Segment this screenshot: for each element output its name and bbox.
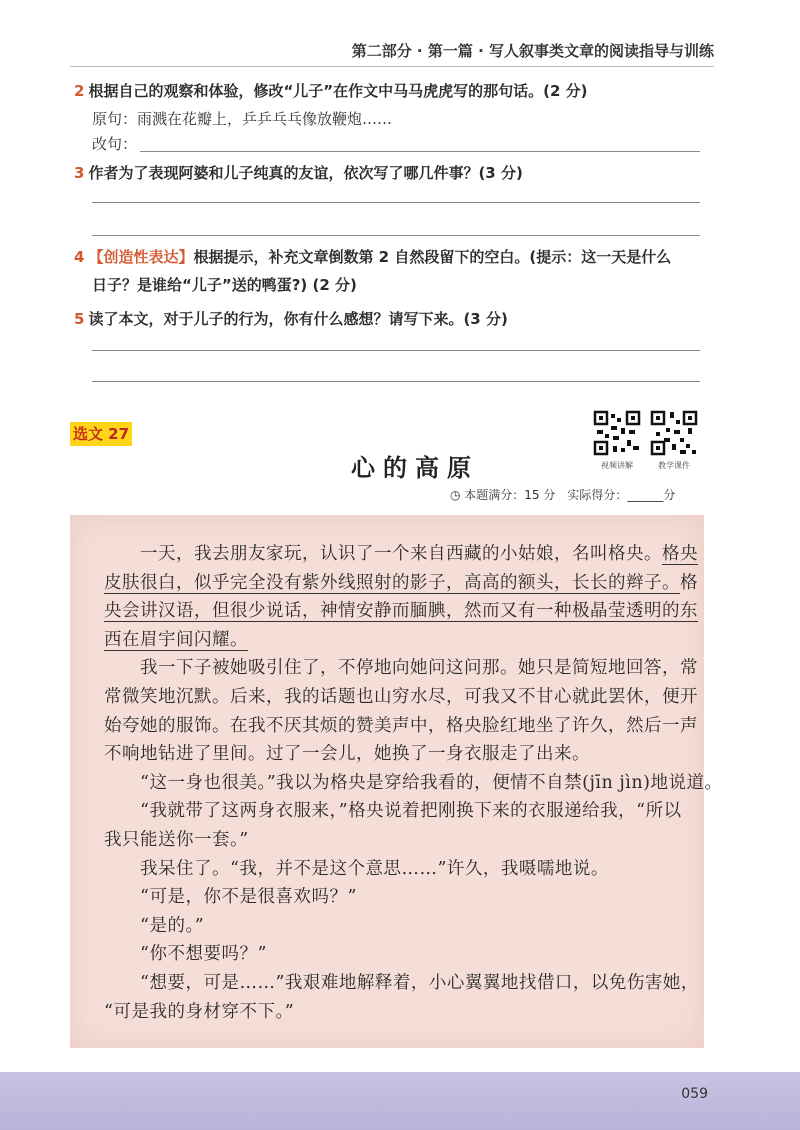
- passage-line-text: “我就带了这两身衣服来，”格央说着把刚换下来的衣服递给我，“所以: [140, 801, 682, 822]
- passage-line: [104, 998, 294, 1023]
- question-4: [74, 246, 700, 268]
- q5-answer-line-1[interactable]: [92, 350, 700, 351]
- qr-caption-video: 视频讲解: [601, 461, 633, 470]
- passage-line-tail: 格: [680, 572, 698, 593]
- underlined-text: 央会讲汉语，但很少说话，神情安静而腼腆，然而又有一种极晶莹透明的东: [104, 601, 698, 622]
- header-divider: [70, 66, 714, 67]
- passage-line-text: “可是，你不是很喜欢吗？”: [140, 887, 357, 908]
- passage-line-text: 我呆住了。“我，并不是这个意思……”许久，我嗫嚅地说。: [140, 858, 609, 879]
- score-info: ◷ 本题满分：15 分 实际得分：______分: [450, 488, 676, 502]
- passage-line: [104, 597, 698, 622]
- passage-line: [140, 883, 357, 908]
- passage-line: [104, 626, 248, 651]
- passage-line-text: 我只能送你一套。”: [104, 830, 249, 850]
- passage-line: [140, 540, 698, 565]
- question-3: [74, 162, 700, 184]
- footer-band: [0, 1072, 800, 1130]
- passage-line-text: “是的。”: [140, 915, 205, 936]
- passage-line-text: 一天，我去朋友家玩，认识了一个来自西藏的小姑娘，名叫格央。: [140, 544, 662, 564]
- q2-revised-label: 改句：: [92, 135, 138, 153]
- passage-line-text: “可是我的身材穿不下。”: [104, 1001, 295, 1022]
- passage-line: [140, 769, 722, 794]
- passage-line: [140, 940, 267, 965]
- question-number: 4: [74, 248, 85, 266]
- question-5: [74, 308, 700, 330]
- passage-line-text: 常微笑地沉默。后来，我的话题也山穷水尽，可我又不甘心就此罢休，便开: [104, 687, 698, 707]
- question-text: 读了本文，对于儿子的行为，你有什么感想？请写下来。(3 分): [88, 310, 508, 328]
- question-text: 作者为了表现阿婆和儿子纯真的友谊，依次写了哪几件事？(3 分): [88, 164, 523, 182]
- passage-line: [104, 683, 698, 708]
- question-tag: 【创造性表达】: [88, 248, 194, 266]
- underlined-text: 格央: [662, 544, 698, 564]
- q2-answer-line[interactable]: [140, 151, 700, 152]
- passage-line: [140, 797, 682, 822]
- passage-line: [104, 569, 698, 594]
- question-4-continued: 日子？是谁给“儿子”送的鸭蛋?) (2 分): [92, 276, 357, 294]
- question-text: 根据提示，补充文章倒数第 2 自然段留下的空白。(提示：这一天是什么: [193, 248, 672, 266]
- question-2: [74, 80, 700, 102]
- passage-line-text: 始夸她的服饰。在我不厌其烦的赞美声中，格央脸红地坐了许久，然后一声: [104, 715, 698, 736]
- q3-answer-line-1[interactable]: [92, 202, 700, 203]
- q3-answer-line-2[interactable]: [92, 235, 700, 236]
- passage-line: [140, 912, 204, 937]
- question-number: 5: [74, 310, 85, 328]
- underlined-text: 西在眉宇间闪耀。: [104, 629, 248, 650]
- question-number: 3: [74, 164, 85, 182]
- passage-line-text: “想要，可是……”我艰难地解释着，小心翼翼地找借口，以免伤害她，: [140, 973, 699, 993]
- question-text: 根据自己的观察和体验，修改“儿子”在作文中马马虎虎写的那句话。(2 分): [88, 82, 588, 100]
- passage-line-text: “这一身也很美。”我以为格央是穿给我看的，便情不自禁(jīn jìn)地说道。: [140, 772, 723, 793]
- page-number: 059: [681, 1086, 708, 1102]
- q2-original-sentence: 原句：雨溅在花瓣上，乒乒乓乓像放鞭炮……: [92, 110, 393, 128]
- question-number: 2: [74, 82, 85, 100]
- qr-caption-courseware: 教学课件: [658, 461, 690, 470]
- passage-tag: 选文 27: [70, 422, 132, 446]
- underlined-text: 皮肤很白，似乎完全没有紫外线照射的影子，高高的额头，长长的辫子。: [104, 572, 680, 593]
- passage-line: [104, 740, 590, 765]
- passage-line: [140, 969, 699, 994]
- running-header: 第二部分 · 第一篇 · 写人叙事类文章的阅读指导与训练: [351, 42, 714, 60]
- q5-answer-line-2[interactable]: [92, 381, 700, 382]
- passage-line: [104, 826, 249, 851]
- passage-line-text: “你不想要吗？”: [140, 944, 267, 965]
- passage-line-text: 不响地钻进了里间。过了一会儿，她换了一身衣服走了出来。: [104, 744, 590, 765]
- passage-title: 心的高原: [351, 453, 479, 482]
- passage-line: [140, 855, 609, 880]
- passage-line: [140, 654, 698, 679]
- passage-line: [104, 712, 698, 737]
- passage-line-text: 我一下子被她吸引住了，不停地向她问这问那。她只是简短地回答，常: [140, 658, 698, 679]
